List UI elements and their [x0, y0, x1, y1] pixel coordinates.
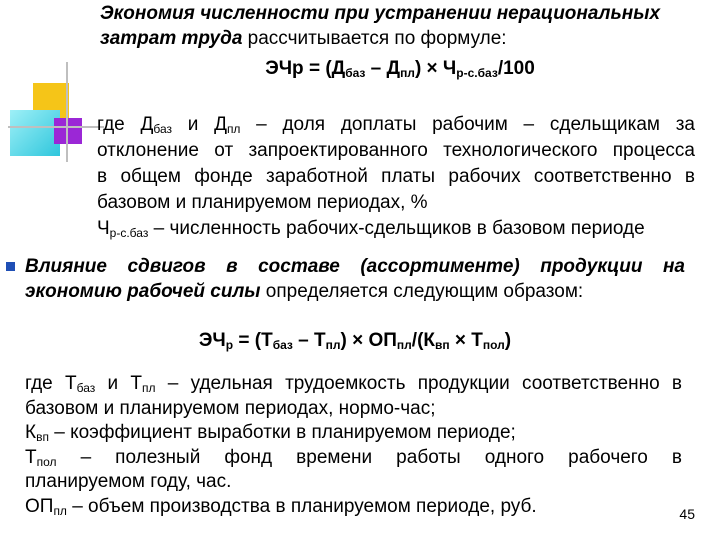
- definition-line: планируемом году, час.: [25, 471, 232, 492]
- shift-title-line2: экономию рабочей силы определяется следующим образом:: [25, 281, 584, 302]
- definition-line: $К_{вп}$ – коэффициент выработки в планируемом периоде;: [25, 422, 516, 444]
- definitions-2: [25, 372, 682, 519]
- definition-line: $ОП_{пл}$ – объем производства в планируемом периоде, руб.: [25, 495, 537, 518]
- definition-line: базовом и планируемом периодах, %: [97, 192, 428, 213]
- definition-line: базовом и планируемом периодах, нормо-час;: [25, 397, 436, 419]
- definition-line: где $Д_{баз}$ и $Д_{пл}$ – доля доплаты рабочим – сдельщикам за: [97, 114, 695, 136]
- intro-paragraph: [100, 2, 700, 51]
- page-number: 45: [679, 506, 695, 522]
- definition-line: в общем фонде заработной платы рабочих соответственно в: [97, 166, 695, 187]
- definition-line: $Ч_{р-с.баз}$ – численность рабочих-сдельщиков в базовом периоде: [97, 218, 645, 240]
- intro-title-line2: затрат труда рассчитывается по формуле:: [100, 27, 507, 49]
- bullet-marker: [6, 262, 15, 271]
- definition-line: $Т_{пол}$ – полезный фонд времени работы одного рабочего в: [25, 446, 682, 469]
- decor-purple-square: [54, 118, 82, 144]
- formula-ech-r: ЭЧр = $(Д_{баз} - Д_{пл}) \times Ч_{р-с.баз}/100$: [265, 58, 535, 80]
- decor-horizontal-line: [8, 126, 104, 128]
- decor-vertical-line: [66, 62, 68, 162]
- intro-title-line1: Экономия численности при устранении нерациональных: [100, 3, 661, 24]
- definition-line: где $Т_{баз}$ и $Т_{пл}$ – удельная трудоемкость продукции соответственно в: [25, 373, 682, 395]
- shift-paragraph: [25, 254, 685, 304]
- decor-cyan-square: [10, 110, 60, 156]
- definition-line: отклонение от запроектированного технологического процесса: [97, 140, 695, 161]
- definitions-1: [97, 112, 695, 242]
- shift-title-line1: Влияние сдвигов в составе (ассортименте) продукции на: [25, 256, 685, 277]
- formula-ech-p: $ЭЧ_р = (Т_{баз} - Т_{пл}) \times ОП_{пл}/(К_{вп} \times Т_{пол})$: [198, 330, 512, 352]
